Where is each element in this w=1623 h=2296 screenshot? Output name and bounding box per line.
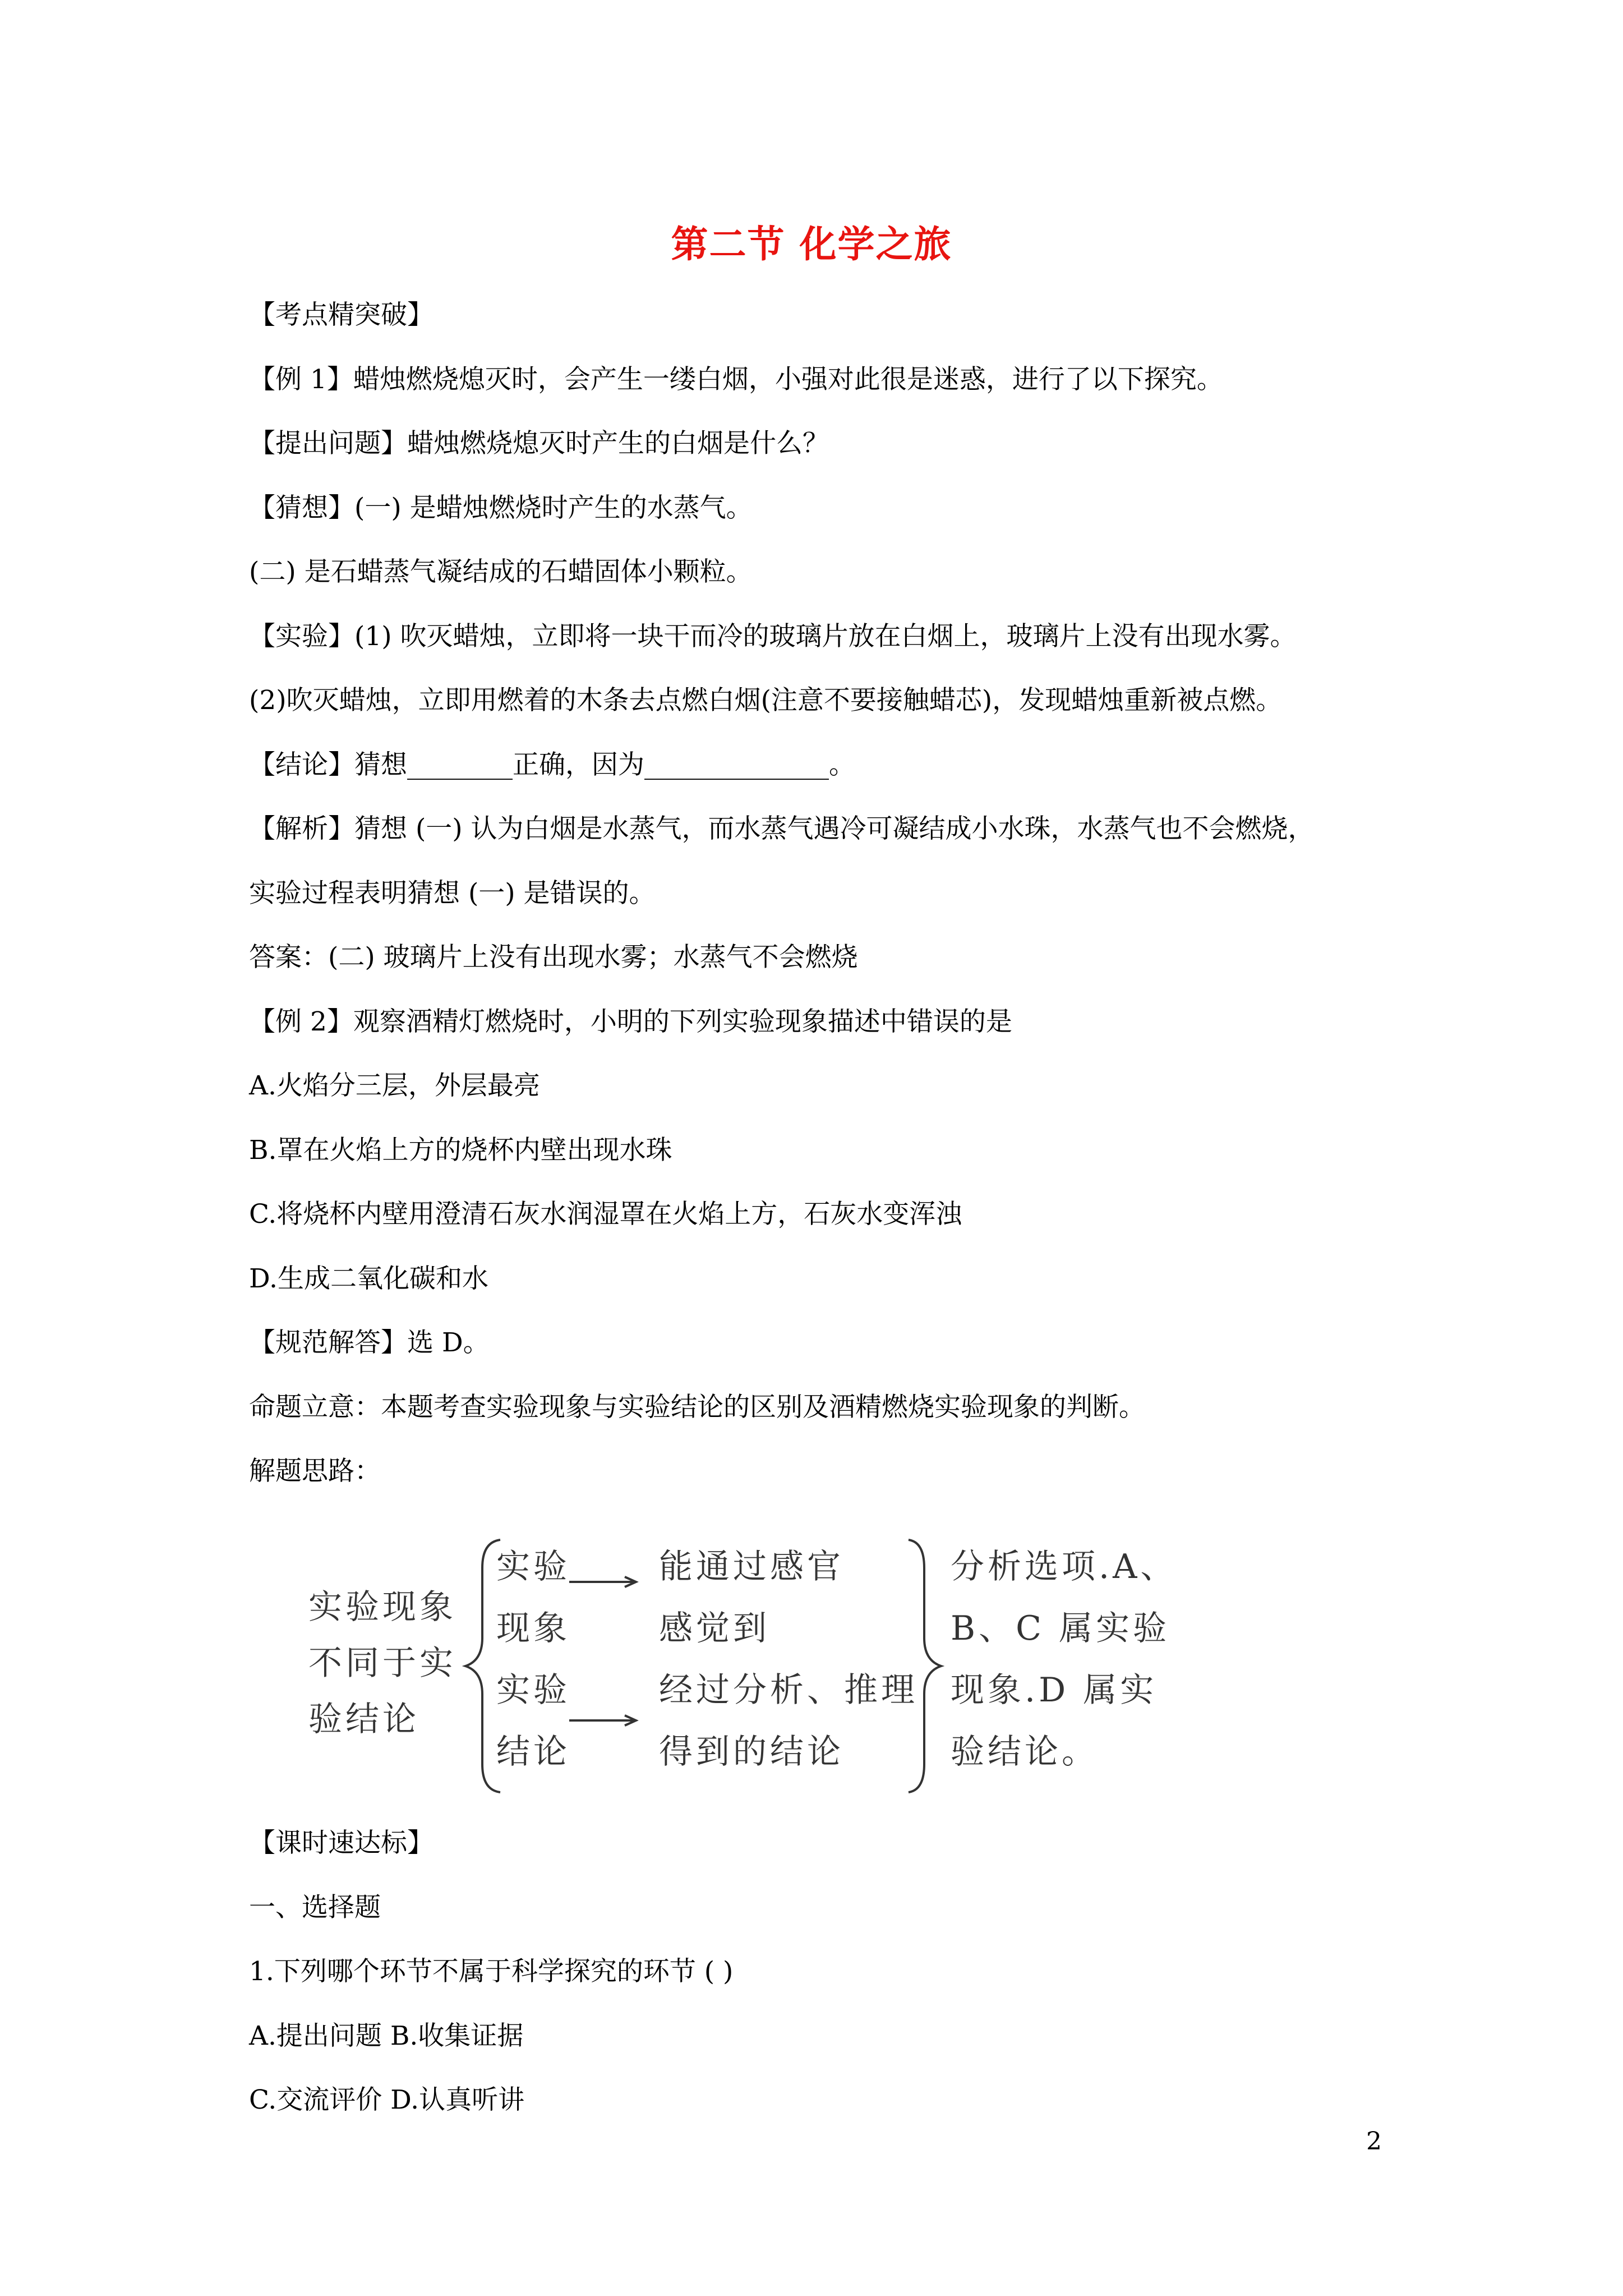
- page-title: 第二节 化学之旅: [671, 222, 952, 266]
- question-1-options-ab: A.提出问题 B.收集证据: [249, 2021, 524, 2051]
- reasoning-diagram: [292, 1534, 1211, 1798]
- experiment-2: (2)吹灭蜡烛，立即用燃着的木条去点燃白烟(注意不要接触蜡芯)，发现蜡烛重新被点燃。: [249, 685, 1283, 716]
- question-1: 1.下列哪个环节不属于科学探究的环节 ( ): [249, 1956, 734, 1987]
- approach-label: 解题思路：: [249, 1456, 381, 1487]
- diagram-left-line-1: 实验现象: [308, 1588, 457, 1627]
- page-number: 2: [1366, 2127, 1382, 2156]
- example-2-text: 【例 2】观察酒精灯燃烧时，小明的下列实验现象描述中错误的是: [249, 1006, 1012, 1037]
- left-brace: [465, 1540, 500, 1792]
- option-a: A.火焰分三层，外层最亮: [249, 1070, 540, 1101]
- diagram-summary-1: 分析选项.A、: [951, 1547, 1178, 1586]
- experiment-1: 【实验】(1) 吹灭蜡烛，立即将一块干而冷的玻璃片放在白烟上，玻璃片上没有出现水雾。: [249, 621, 1297, 652]
- diagram-mid-1: 实验: [496, 1547, 570, 1586]
- option-c: C.将烧杯内壁用澄清石灰水润湿罩在火焰上方，石灰水变浑浊: [249, 1199, 962, 1230]
- option-d: D.生成二氧化碳和水: [249, 1263, 488, 1294]
- analysis-line-2: 实验过程表明猜想 (一) 是错误的。: [249, 878, 656, 909]
- standard-answer: 【规范解答】选 D。: [249, 1327, 490, 1358]
- choice-section-heading: 一、选择题: [249, 1892, 381, 1923]
- question-text: 【提出问题】蜡烛燃烧熄灭时产生的白烟是什么？: [249, 428, 829, 459]
- hypothesis-2: (二) 是石蜡蒸气凝结成的石蜡固体小颗粒。: [249, 556, 753, 587]
- example-1-text: 【例 1】蜡烛燃烧熄灭时，会产生一缕白烟，小强对此很是迷惑，进行了以下探究。: [249, 364, 1223, 395]
- diagram-right-2: 感觉到: [659, 1609, 770, 1648]
- diagram-mid-2: 现象: [496, 1609, 570, 1648]
- section-heading: 【考点精突破】: [249, 300, 434, 330]
- diagram-right-3: 经过分析、推理: [659, 1671, 918, 1710]
- diagram-left-line-2: 不同于实: [308, 1644, 457, 1683]
- diagram-left-line-3: 验结论: [308, 1700, 419, 1739]
- diagram-mid-3: 实验: [496, 1671, 570, 1710]
- intent-text: 命题立意：本题考查实验现象与实验结论的区别及酒精燃烧实验现象的判断。: [249, 1392, 1145, 1423]
- diagram-mid-4: 结论: [496, 1732, 570, 1772]
- diagram-summary-4: 验结论。: [951, 1732, 1099, 1772]
- question-1-options-cd: C.交流评价 D.认真听讲: [249, 2085, 525, 2115]
- answer-text: 答案：(二) 玻璃片上没有出现水雾；水蒸气不会燃烧: [249, 942, 858, 973]
- right-brace: [909, 1540, 941, 1792]
- diagram-right-4: 得到的结论: [659, 1732, 844, 1772]
- diagram-right-1: 能通过感官: [659, 1547, 844, 1586]
- hypothesis-1: 【猜想】(一) 是蜡烛燃烧时产生的水蒸气。: [249, 493, 753, 523]
- diagram-summary-3: 现象.D 属实: [951, 1671, 1158, 1710]
- diagram-summary-2: B、C 属实验: [951, 1609, 1170, 1648]
- analysis-line-1: 【解析】猜想 (一) 认为白烟是水蒸气，而水蒸气遇冷可凝结成小水珠，水蒸气也不会燃烧，: [249, 813, 1315, 844]
- conclusion-blank: 【结论】猜想________正确，因为______________。: [249, 749, 855, 780]
- option-b: B.罩在火焰上方的烧杯内壁出现水珠: [249, 1135, 672, 1166]
- practice-heading: 【课时速达标】: [249, 1828, 434, 1858]
